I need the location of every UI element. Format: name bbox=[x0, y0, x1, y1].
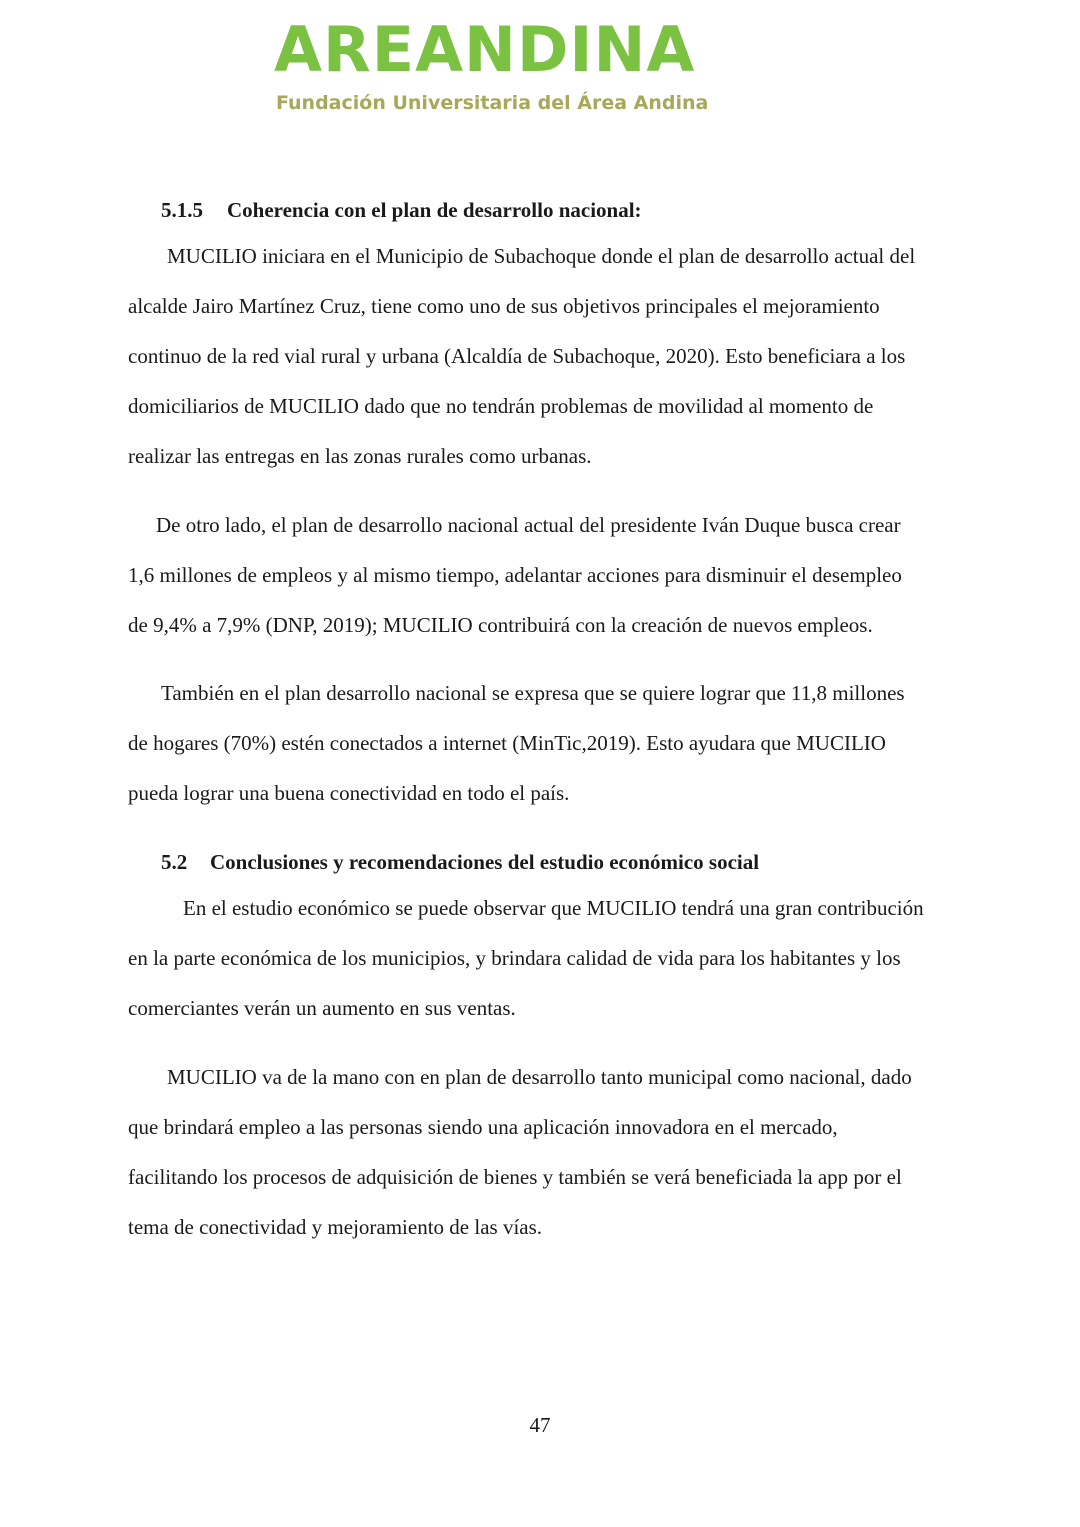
page-number: 47 bbox=[529, 1413, 551, 1437]
paragraph-line: de 9,4% a 7,9% (DNP, 2019); MUCILIO contribuirá con la creación de nuevos empleos. bbox=[128, 613, 873, 637]
paragraph-line: De otro lado, el plan de desarrollo nacional actual del presidente Iván Duque busca crear bbox=[156, 513, 901, 537]
paragraph-line: comerciantes verán un aumento en sus ventas. bbox=[128, 996, 516, 1020]
paragraph-line: alcalde Jairo Martínez Cruz, tiene como uno de sus objetivos principales el mejoramiento bbox=[128, 294, 880, 318]
paragraph-line: También en el plan desarrollo nacional se expresa que se quiere lograr que 11,8 millones bbox=[161, 681, 905, 705]
paragraph-line: 1,6 millones de empleos y al mismo tiempo, adelantar acciones para disminuir el desempleo bbox=[128, 563, 902, 587]
section-number: 5.2 bbox=[161, 850, 188, 874]
section-number: 5.1.5 bbox=[161, 198, 203, 222]
paragraph-line: En el estudio económico se puede observar que MUCILIO tendrá una gran contribución bbox=[183, 896, 924, 920]
paragraph-line: tema de conectividad y mejoramiento de las vías. bbox=[128, 1215, 543, 1239]
logo-subtitle: Fundación Universitaria del Área Andina bbox=[276, 92, 709, 114]
paragraph-line: facilitando los procesos de adquisición de bienes y también se verá beneficiada la app por el bbox=[128, 1165, 902, 1189]
paragraph-line: domiciliarios de MUCILIO dado que no tendrán problemas de movilidad al momento de bbox=[128, 394, 874, 418]
paragraph-line: realizar las entregas en las zonas rurales como urbanas. bbox=[128, 444, 592, 468]
section-title: Conclusiones y recomendaciones del estudio económico social bbox=[210, 850, 760, 874]
paragraph-line: de hogares (70%) estén conectados a internet (MinTic,2019). Esto ayudara que MUCILIO bbox=[128, 731, 886, 755]
paragraph-line: continuo de la red vial rural y urbana (Alcaldía de Subachoque, 2020). Esto beneficiara a los bbox=[128, 344, 906, 368]
paragraph-line: MUCILIO iniciara en el Municipio de Subachoque donde el plan de desarrollo actual del bbox=[167, 244, 916, 268]
paragraph-line: en la parte económica de los municipios, y brindara calidad de vida para los habitantes y los bbox=[128, 946, 901, 970]
section-title: Coherencia con el plan de desarrollo nacional: bbox=[227, 198, 642, 222]
areandina-logo bbox=[274, 13, 709, 120]
logo-name: AREANDINA bbox=[274, 13, 696, 86]
section-heading-5-1-5 bbox=[161, 196, 642, 224]
paragraph-line: pueda lograr una buena conectividad en todo el país. bbox=[128, 781, 570, 805]
paragraph-line: MUCILIO va de la mano con en plan de desarrollo tanto municipal como nacional, dado bbox=[167, 1065, 912, 1089]
section-heading-5-2 bbox=[161, 848, 759, 876]
paragraph-line: que brindará empleo a las personas siendo una aplicación innovadora en el mercado, bbox=[128, 1115, 838, 1139]
